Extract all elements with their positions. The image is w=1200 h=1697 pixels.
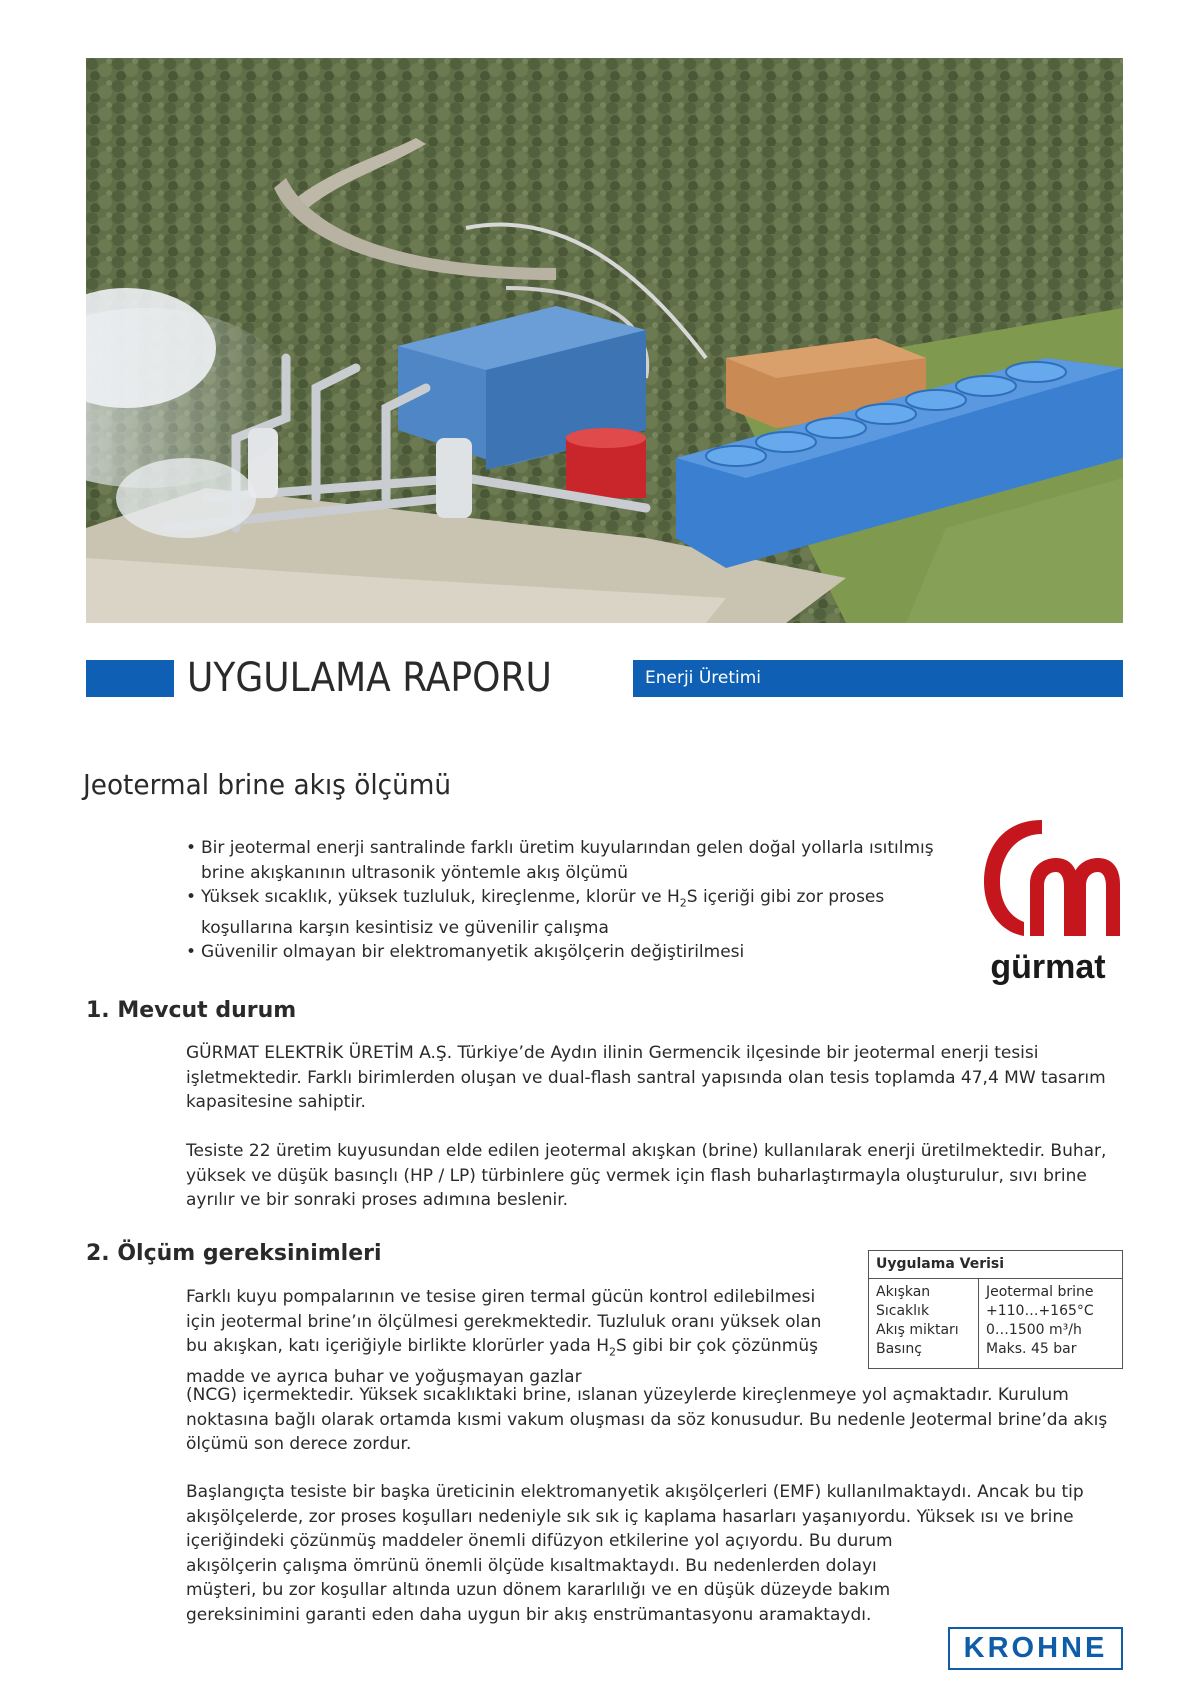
geothermal-plant-photo bbox=[86, 58, 1123, 623]
table-cell-label: Akış miktarı bbox=[876, 1322, 959, 1338]
gurmat-wordmark: gürmat bbox=[990, 948, 1106, 986]
paragraph: (NCG) içermektedir. Yüksek sıcaklıktaki brine, ıslanan yüzeylerde kireçlenmeye yol açmaktadır. Kurulum noktasına bağlı olarak ortamda kısmi vakum oluşması da söz konusudur. Bu nedenle Jeotermal brine’da akış ölçümü son derece zordur. bbox=[186, 1385, 1108, 1454]
paragraph: GÜRMAT ELEKTRİK ÜRETİM A.Ş. Türkiye’de Aydın ilinin Germencik ilçesinde bir jeotermal enerji tesisi işletmektedir. Farklı birimlerden oluşan ve dual-flash santral yapısında olan tesis toplamda 47,4 MW tasarım kapasitesine sahiptir. bbox=[186, 1043, 1106, 1112]
gurmat-logo bbox=[972, 812, 1124, 987]
table-cell-label: Akışkan bbox=[876, 1284, 931, 1300]
table-title: Uygulama Verisi bbox=[869, 1251, 1122, 1279]
paragraph: Başlangıçta tesiste bir başka üreticinin elektromanyetik akışölçerleri (EMF) kullanılmaktaydı. Ancak bu tip akışölçelerde, zor proses koşulları nedeniyle sık sık iç kaplama hasarları yaşanıyordu. Yüksek ısı ve brine bbox=[186, 1482, 1084, 1527]
table-cell-value: Jeotermal brine bbox=[986, 1284, 1094, 1300]
report-title: UYGULAMA RAPORU bbox=[187, 655, 552, 701]
summary-bullets bbox=[186, 836, 946, 965]
table-cell-label: Basınç bbox=[876, 1341, 922, 1357]
table-cell-value: +110…+165°C bbox=[986, 1303, 1094, 1319]
paragraph: Farklı kuyu pompalarının ve tesise giren termal gücün kontrol edilebilmesi için jeotermal brine’ın ölçülmesi gerekmektedir. Tuzluluk oranı yüksek olan bu akışkan, katı içeriğiyle birlikte klorürler yada $H_2S$ gibi bir çok çözünmüş madde ve ayrıca buhar ve yoğuşmayan gazlar bbox=[186, 1287, 822, 1387]
application-data-table bbox=[868, 1250, 1123, 1369]
section-heading: 1. Mevcut durum bbox=[86, 998, 297, 1023]
table-values bbox=[979, 1279, 1122, 1368]
krohne-logo bbox=[948, 1627, 1123, 1670]
section-heading: 2. Ölçüm gereksinimleri bbox=[86, 1241, 382, 1266]
table-cell-value: Maks. 45 bar bbox=[986, 1341, 1077, 1357]
paragraph: içeriğindeki çözünmüş maddeler önemli difüzyon etkilerine yol açıyordu. Bu durum akışölçerin çalışma ömrünü önemli ölçüde kısaltmaktaydı. Bu nedenlerden dolayı müşteri, bu zor koşullar altında uzun dönem kararlılığı ve en düşük düzeyde bakım gereksinimini garanti eden daha uygun bir akış enstrümantasyonu aramaktaydı. bbox=[186, 1531, 893, 1625]
bullet-item: • Bir jeotermal enerji santralinde farklı üretim kuyularından gelen doğal yollarla ısıtılmış brine akışkanının ultrasonik yöntemle akış ölçümü bbox=[186, 836, 946, 885]
title-accent-bar bbox=[86, 660, 174, 697]
krohne-wordmark: KROHNE bbox=[963, 1632, 1108, 1664]
category-label: Enerji Üretimi bbox=[645, 668, 762, 688]
document-title: Jeotermal brine akış ölçümü bbox=[83, 768, 452, 801]
bullet-item: • Güvenilir olmayan bir elektromanyetik akışölçerin değiştirilmesi bbox=[186, 940, 946, 965]
table-cell-label: Sıcaklık bbox=[876, 1303, 930, 1319]
paragraph: Tesiste 22 üretim kuyusundan elde edilen jeotermal akışkan (brine) kullanılarak enerji üretilmektedir. Buhar, yüksek ve düşük basınçlı (HP / LP) türbinlere güç vermek için flash buharlaştırmayla oluşturulur, sıvı brine ayrılır ve bir sonraki proses adımına beslenir. bbox=[186, 1141, 1107, 1210]
bullet-item: • Yüksek sıcaklık, yüksek tuzluluk, kireçlenme, klorür ve $H_2S$ içeriği gibi zor proses koşullarına karşın kesintisiz ve güvenilir çalışma bbox=[186, 885, 946, 940]
table-cell-value: 0…1500 m³/h bbox=[986, 1322, 1082, 1338]
table-labels bbox=[869, 1279, 979, 1368]
category-bar bbox=[633, 660, 1123, 697]
